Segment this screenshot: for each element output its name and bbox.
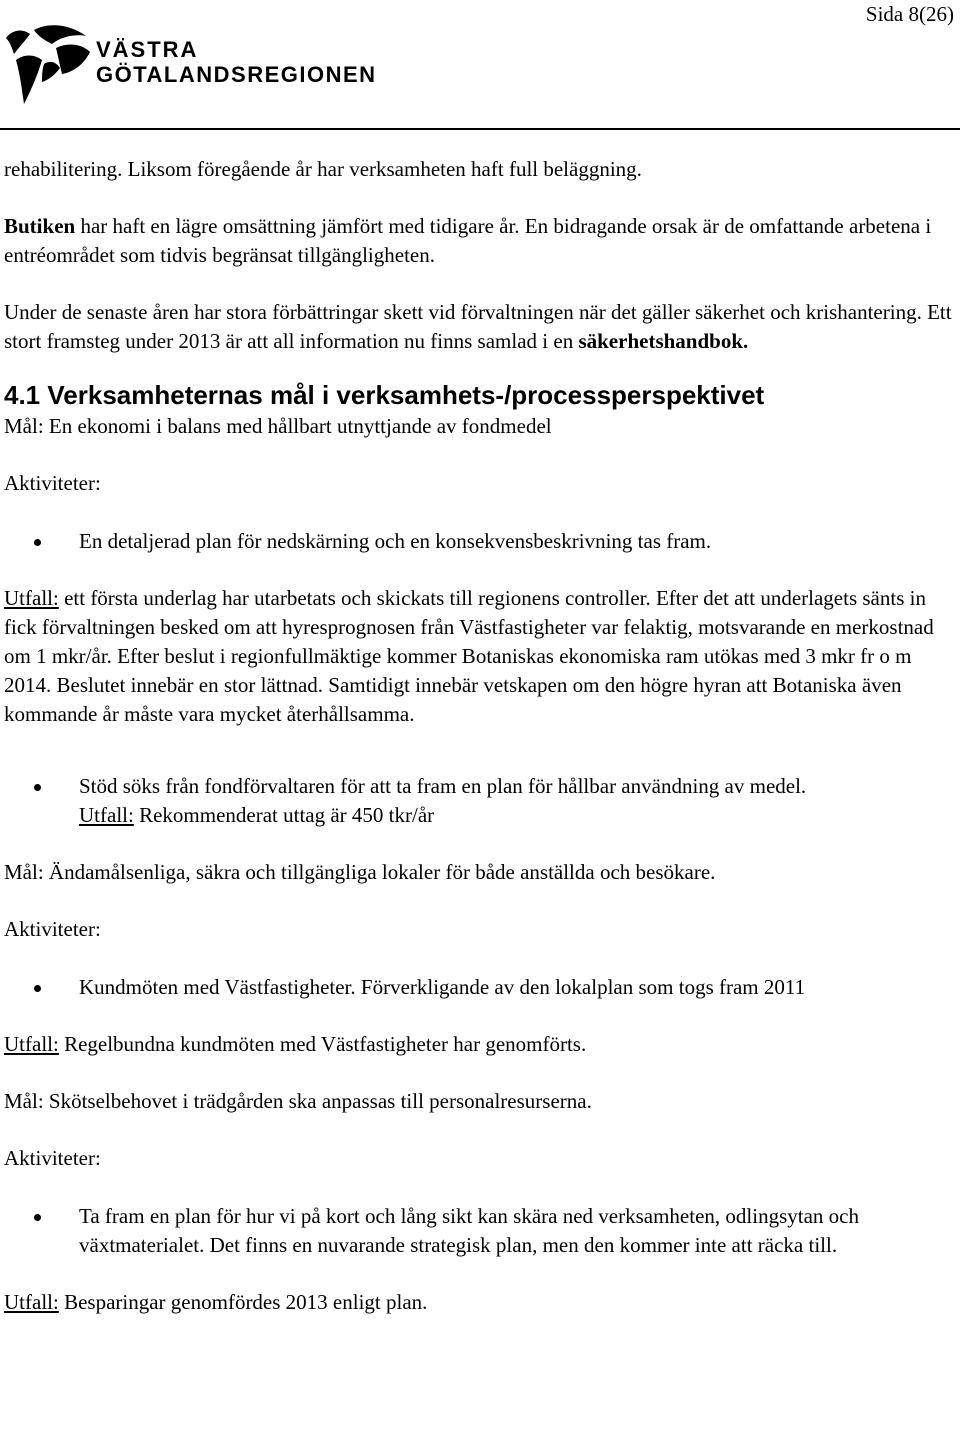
activities-label: Aktiviteter: bbox=[4, 471, 101, 495]
outcome-label: Utfall: bbox=[4, 586, 59, 610]
document-body bbox=[4, 155, 956, 1317]
butiken-text: har haft en lägre omsättning jämfört med tidigare år. En bidragande orsak är de omfattande arbetena i entréområdet som tidvis begränsat tillgängligheten. bbox=[4, 214, 932, 267]
outcome-text: Regelbundna kundmöten med Västfastigheter har genomförts. bbox=[58, 1032, 587, 1056]
paragraph-sakerhet bbox=[4, 298, 956, 356]
bullet-item: Stöd söks från fondförvaltaren för att ta fram en plan för hållbar användning av medel. bbox=[4, 772, 956, 801]
logo-text-line1: VÄSTRA bbox=[96, 37, 199, 62]
outcome-text: ett första underlag har utarbetats och skickats till regionens controller. Efter det att underlagets sänts in fick förvaltningen besked om att hyresprognosen från Västfastigheter var felaktig, motsvarande en merkostnad om 1 mkr/år. Efter beslut i regionfullmäktige kommer Botaniskas ekonomiska ram utökas med 3 mkr fr o m 2014. Beslutet innebär en stor lättnad. Samtidigt innebär vetskapen om den högre hyran att Botaniska även kommande år måste vara mycket återhållsamma. bbox=[4, 586, 934, 726]
outcome-label: Utfall: bbox=[4, 1290, 59, 1314]
outcome-paragraph bbox=[4, 801, 956, 830]
goal-lokaler: Mål: Ändamålsenliga, säkra och tillgängliga lokaler för både anställda och besökare. bbox=[4, 860, 716, 884]
outcome-label: Utfall: bbox=[79, 803, 134, 827]
outcome-label: Utfall: bbox=[4, 1032, 59, 1056]
activities-label: Aktiviteter: bbox=[4, 1146, 101, 1170]
sakerhet-period: . bbox=[743, 329, 749, 353]
page-number: Sida 8(26) bbox=[865, 2, 954, 26]
paragraph-butiken bbox=[4, 212, 956, 270]
header-divider bbox=[0, 128, 960, 130]
logo-text-line2: GÖTALANDSREGIONEN bbox=[96, 62, 377, 87]
outcome-paragraph bbox=[4, 584, 956, 729]
section-heading: 4.1 Verksamheternas mål i verksamhets-/processperspektivet bbox=[4, 380, 765, 410]
paragraph-rehabilitering: rehabilitering. Liksom föregående år har verksamheten haft full beläggning. bbox=[4, 157, 642, 181]
butiken-bold: Butiken bbox=[4, 214, 76, 238]
outcome-text: Besparingar genomfördes 2013 enligt plan. bbox=[58, 1290, 428, 1314]
vgr-logo bbox=[4, 24, 384, 108]
sakerhetshandbok-bold: säkerhetshandbok bbox=[578, 329, 744, 353]
activities-label: Aktiviteter: bbox=[4, 917, 101, 941]
outcome-paragraph bbox=[4, 1288, 956, 1317]
sakerhet-text: Under de senaste åren har stora förbättringar skett vid förvaltningen när det gäller säkerhet och krishantering. Ett stort framsteg under 2013 är att all information nu finns samlad i en bbox=[4, 300, 952, 353]
vgr-logo-mark-icon bbox=[4, 24, 94, 108]
goal-ekonomi: Mål: En ekonomi i balans med hållbart utnyttjande av fondmedel bbox=[4, 414, 552, 438]
outcome-paragraph bbox=[4, 1030, 956, 1059]
bullet-item: En detaljerad plan för nedskärning och en konsekvensbeskrivning tas fram. bbox=[4, 527, 956, 556]
goal-tradgard: Mål: Skötselbehovet i trädgården ska anpassas till personalresurserna. bbox=[4, 1089, 592, 1113]
bullet-item: Kundmöten med Västfastigheter. Förverkligande av den lokalplan som togs fram 2011 bbox=[4, 973, 956, 1002]
bullet-item: Ta fram en plan för hur vi på kort och lång sikt kan skära ned verksamheten, odlingsytan och växtmaterialet. Det finns en nuvarande strategisk plan, men den kommer inte att räcka till. bbox=[4, 1202, 956, 1260]
outcome-text: Rekommenderat uttag är 450 tkr/år bbox=[133, 803, 435, 827]
